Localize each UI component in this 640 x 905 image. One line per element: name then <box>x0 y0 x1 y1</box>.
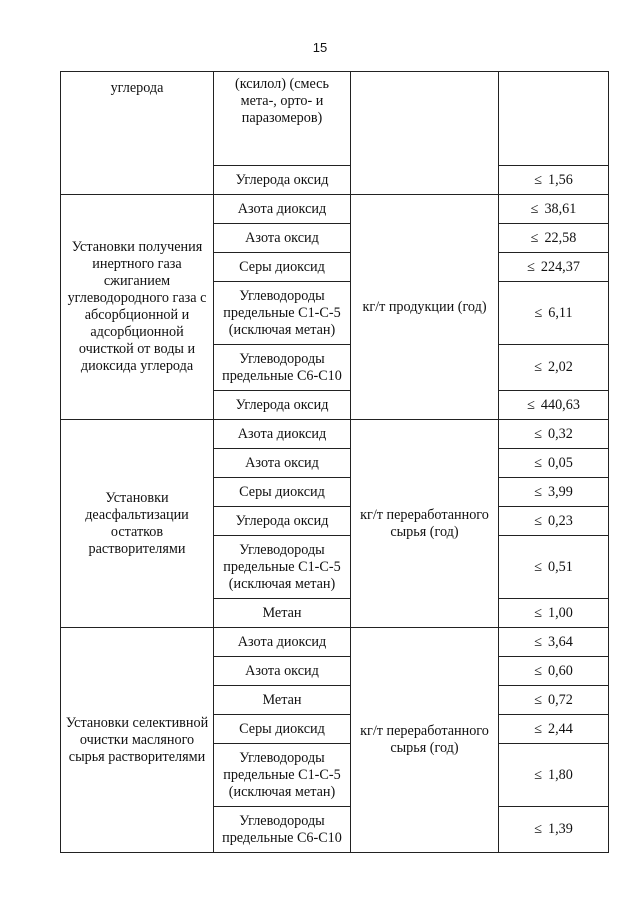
unit-cell: кг/т переработанного сырья (год) <box>351 628 499 853</box>
installation-cell: Установки получения инертного газа сжиганием углеводородного газа с абсорбционной и адсорбционной очисткой от воды и диоксида углерода <box>61 195 214 420</box>
value-cell: ≤ 2,02 <box>499 345 609 391</box>
substance-cell: Азота диоксид <box>214 420 351 449</box>
value-cell: ≤ 22,58 <box>499 224 609 253</box>
substance-cell: Серы диоксид <box>214 253 351 282</box>
substance-cell: Метан <box>214 599 351 628</box>
value-cell: ≤ 0,60 <box>499 657 609 686</box>
value-cell: ≤ 3,64 <box>499 628 609 657</box>
installation-cell: углерода <box>61 72 214 195</box>
substance-cell: Углеводороды предельные С1-С-5 (исключая метан) <box>214 536 351 599</box>
installation-cell: Установки селективной очистки масляного сырья растворителями <box>61 628 214 853</box>
value-cell: ≤ 6,11 <box>499 282 609 345</box>
table-row <box>61 420 609 449</box>
value-cell: ≤ 1,00 <box>499 599 609 628</box>
value-cell: ≤ 1,80 <box>499 744 609 807</box>
table-row <box>61 628 609 657</box>
value-cell: ≤ 1,39 <box>499 807 609 853</box>
value-cell <box>499 72 609 166</box>
substance-cell: Углерода оксид <box>214 391 351 420</box>
installation-cell: Установки деасфальтизации остатков растворителями <box>61 420 214 628</box>
substance-cell: Серы диоксид <box>214 478 351 507</box>
unit-cell <box>351 72 499 195</box>
value-cell: ≤ 0,05 <box>499 449 609 478</box>
substance-cell: Углерода оксид <box>214 166 351 195</box>
substance-cell: Серы диоксид <box>214 715 351 744</box>
value-cell: ≤ 224,37 <box>499 253 609 282</box>
table-row <box>61 72 609 166</box>
value-cell: ≤ 3,99 <box>499 478 609 507</box>
table-row <box>61 195 609 224</box>
substance-cell: Углеводороды предельные С6-С10 <box>214 807 351 853</box>
value-cell: ≤ 0,51 <box>499 536 609 599</box>
substance-cell: Углеводороды предельные С1-С-5 (исключая метан) <box>214 744 351 807</box>
value-cell: ≤ 2,44 <box>499 715 609 744</box>
value-cell: ≤ 38,61 <box>499 195 609 224</box>
substance-cell: Углеводороды предельные С1-С-5 (исключая метан) <box>214 282 351 345</box>
value-cell: ≤ 440,63 <box>499 391 609 420</box>
emissions-table <box>60 71 609 853</box>
value-cell: ≤ 0,72 <box>499 686 609 715</box>
substance-cell: Азота диоксид <box>214 628 351 657</box>
substance-cell: Азота оксид <box>214 657 351 686</box>
value-cell: ≤ 0,32 <box>499 420 609 449</box>
unit-cell: кг/т продукции (год) <box>351 195 499 420</box>
substance-cell: Углерода оксид <box>214 507 351 536</box>
substance-cell: Азота оксид <box>214 224 351 253</box>
substance-cell: (ксилол) (смесь мета-, орто- и паразомеров) <box>214 72 351 166</box>
page-number: 15 <box>312 40 328 55</box>
substance-cell: Азота диоксид <box>214 195 351 224</box>
substance-cell: Азота оксид <box>214 449 351 478</box>
substance-cell: Углеводороды предельные С6-С10 <box>214 345 351 391</box>
substance-cell: Метан <box>214 686 351 715</box>
unit-cell: кг/т переработанного сырья (год) <box>351 420 499 628</box>
value-cell: ≤ 1,56 <box>499 166 609 195</box>
value-cell: ≤ 0,23 <box>499 507 609 536</box>
